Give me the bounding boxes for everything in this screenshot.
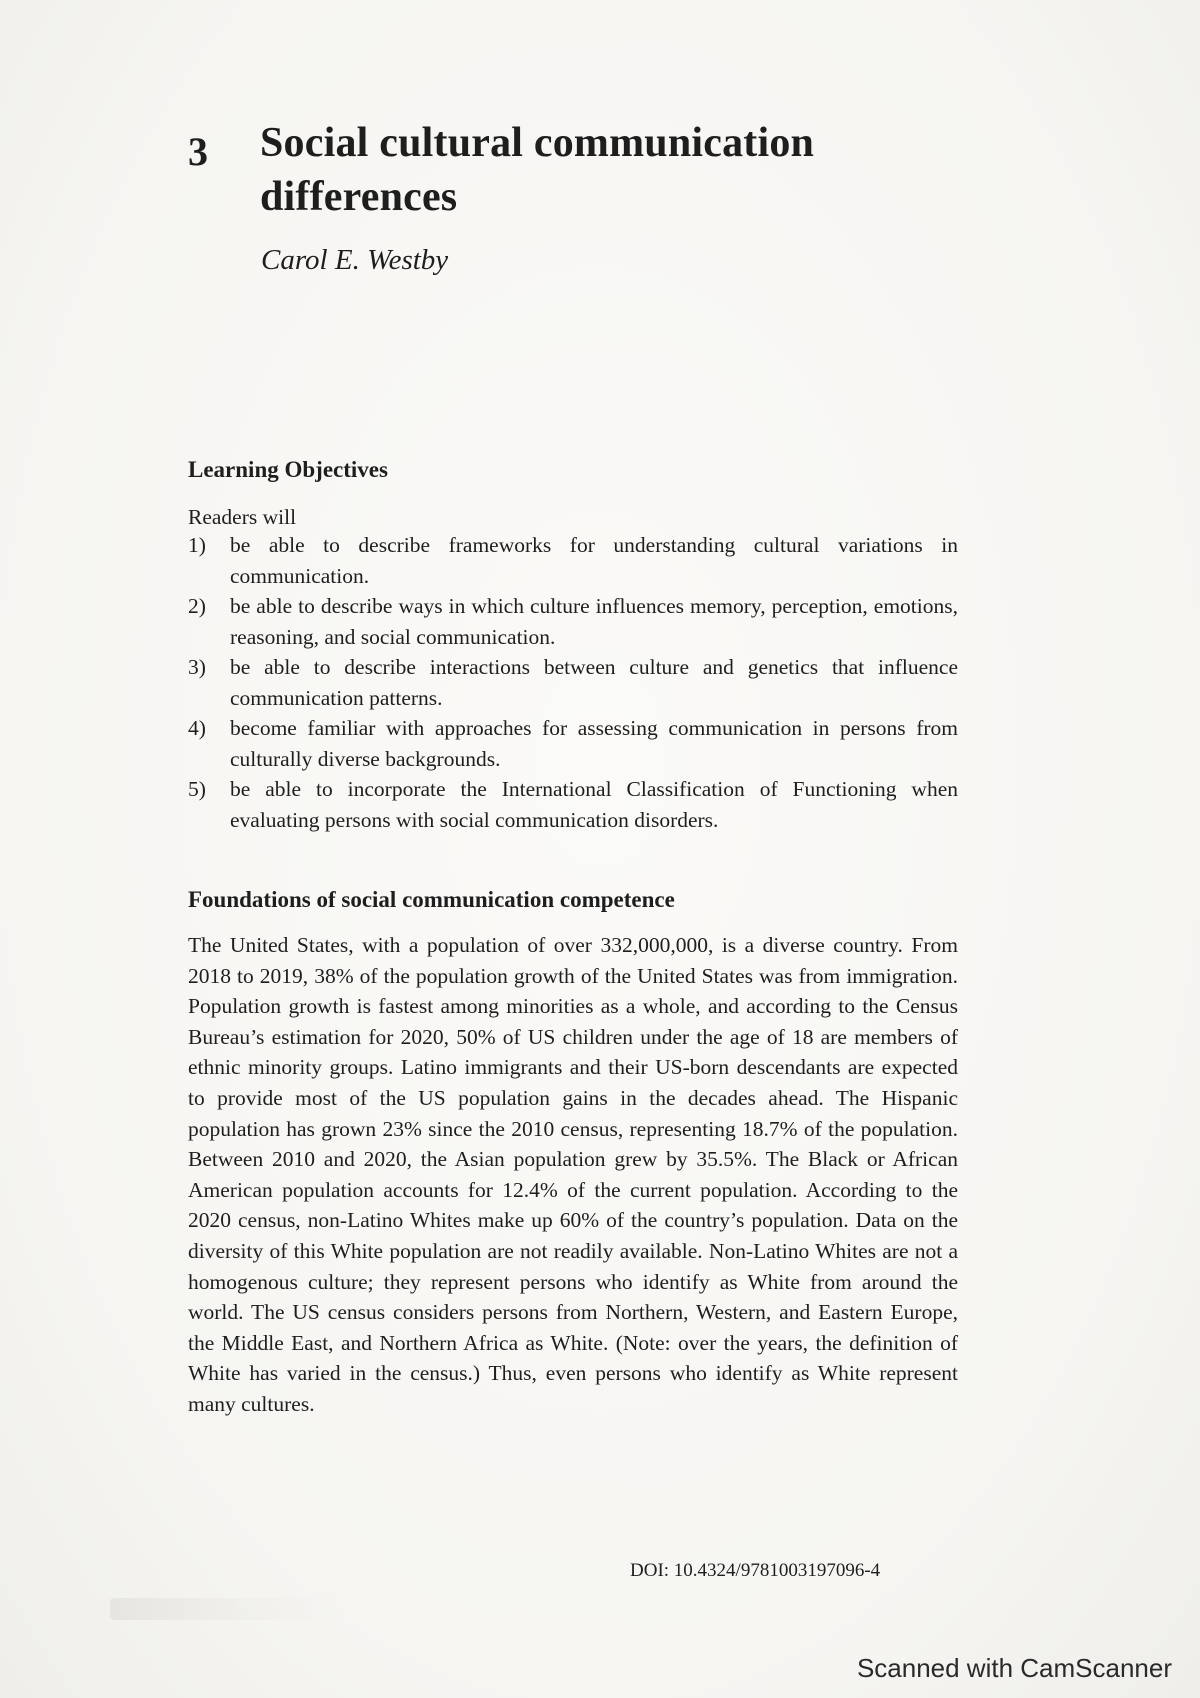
camscanner-watermark: Scanned with CamScanner [856,1653,1172,1683]
list-item [188,652,958,713]
learning-objectives-list [188,530,958,835]
list-item [188,774,958,835]
foundations-paragraph: The United States, with a population of over 332,000,000, is a diverse country. From 2018 to 2019, 38% of the population growth of the United States was from immigration. Population growth is fastest among minorities as a whole, and according to the Census Bureau’s estimation for 2020, 50% of US children under the age of 18 are members of ethnic minority groups. Latino immigrants and their US-born descendants are expected to provide most of the US population gains in the decades ahead. The Hispanic population has grown 23% since the 2010 census, representing 18.7% of the population. Between 2010 and 2020, the Asian population grew by 35.5%. The Black or African American population accounts for 12.4% of the current population. According to the 2020 census, non-Latino Whites make up 60% of the country’s population. Data on the diversity of this White population are not readily available. Non-Latino Whites are not a homogenous culture; they represent persons who identify as White from around the world. The US census considers persons from Northern, Western, and Eastern Europe, the Middle East, and Northern Africa as White. (Note: over the years, the definition of White has varied in the census.) Thus, even persons who identify as White represent many cultures. [188,933,958,1416]
chapter-number: 3 [188,129,208,174]
chapter-author: Carol E. Westby [261,244,449,276]
list-item-number: 3) [188,655,206,679]
list-item-number: 1) [188,533,206,557]
list-item-text: be able to incorporate the International Classification of Functioning when evaluating persons with social communication disorders. [230,777,958,832]
foundations-heading: Foundations of social communication competence [188,887,675,912]
list-item-text: be able to describe interactions between culture and genetics that influence communication patterns. [230,655,958,710]
scan-smudge [110,1598,350,1620]
learning-objectives-intro: Readers will [188,505,297,529]
doi-footer: DOI: 10.4324/9781003197096-4 [630,1560,881,1581]
list-item-number: 5) [188,777,206,801]
list-item-text: be able to describe frameworks for understanding cultural variations in communication. [230,533,958,588]
list-item [188,530,958,591]
list-item-text: become familiar with approaches for assessing communication in persons from culturally diverse backgrounds. [230,716,958,771]
list-item-number: 2) [188,594,206,618]
list-item-number: 4) [188,716,206,740]
list-item-text: be able to describe ways in which culture influences memory, perception, emotions, reasoning, and social communication. [230,594,958,649]
list-item [188,591,958,652]
learning-objectives-heading: Learning Objectives [188,457,388,482]
list-item [188,713,958,774]
chapter-title: Social cultural communication differences [260,120,815,220]
